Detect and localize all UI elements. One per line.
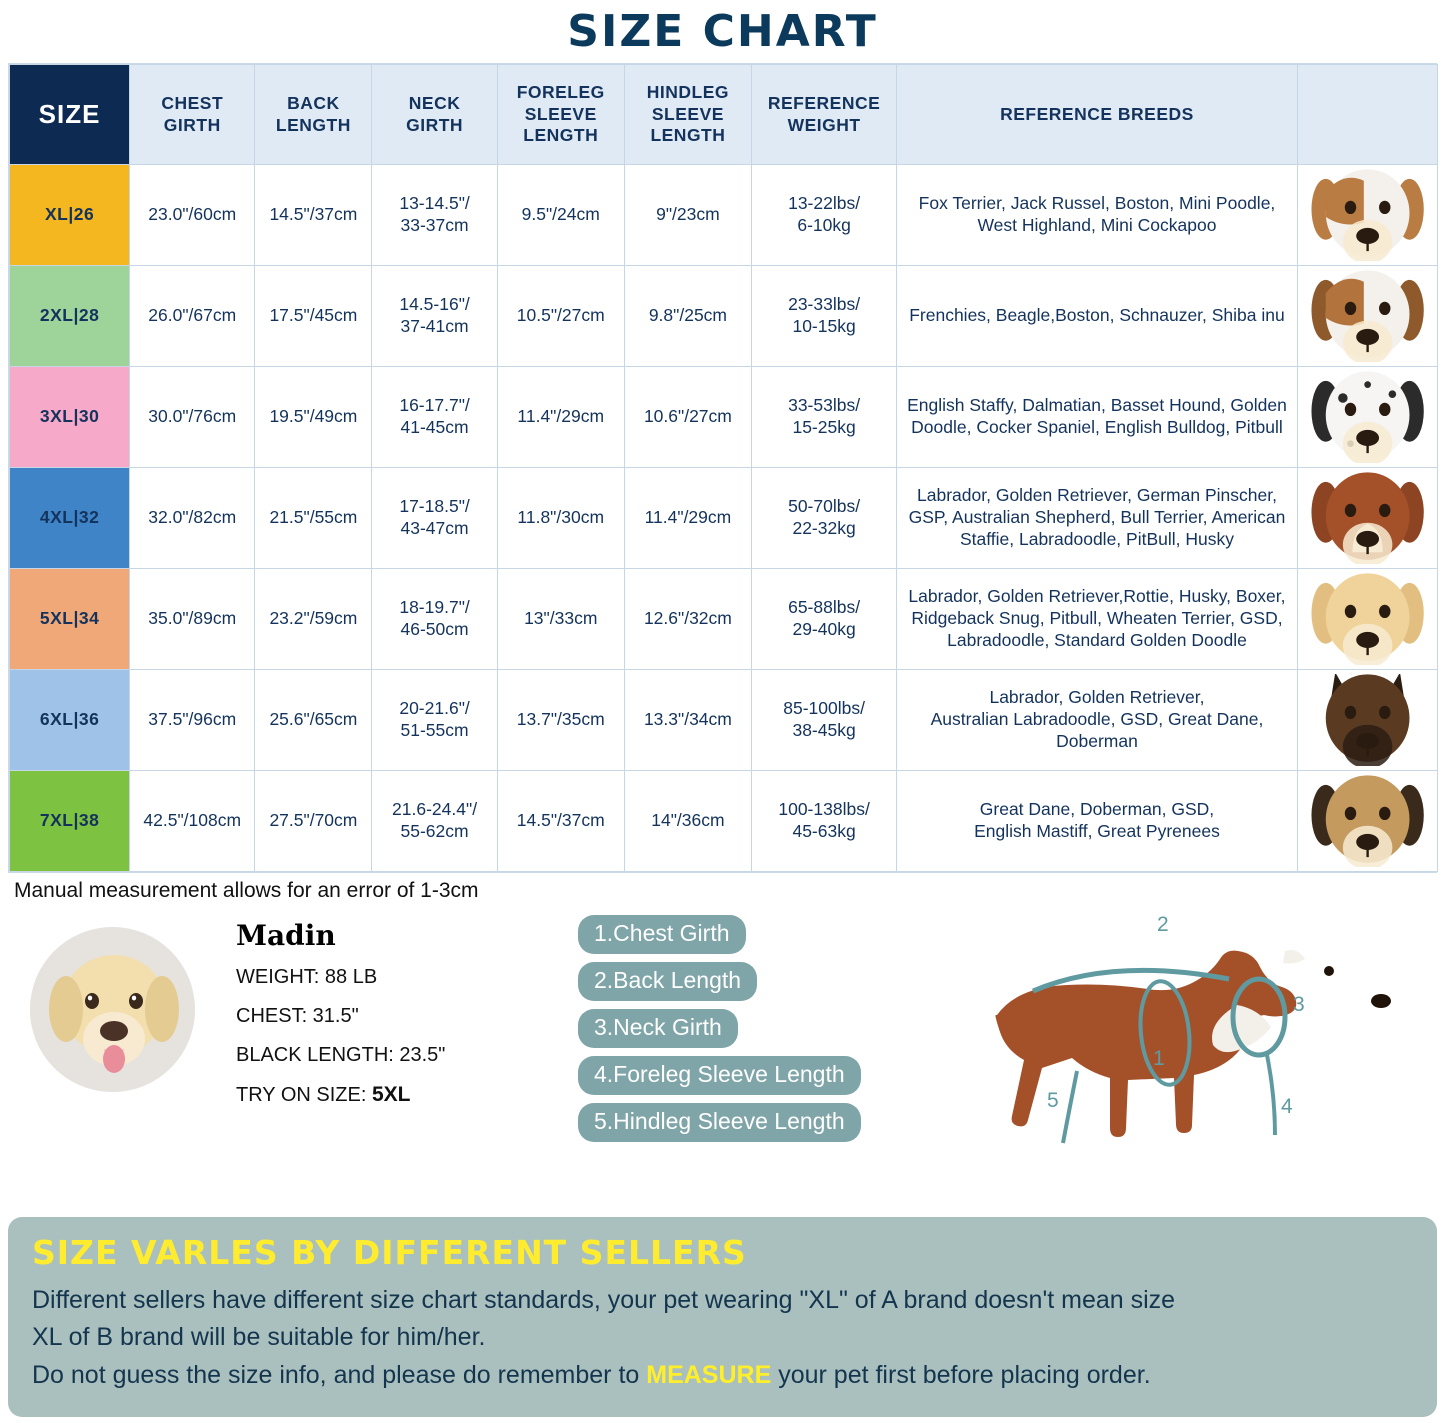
table-header-row [10, 65, 1438, 165]
cell-reference-weight: 50-70lbs/ 22-32kg [752, 468, 897, 569]
cell-size: 4XL|32 [10, 468, 130, 569]
profile-chest: CHEST: 31.5" [236, 1005, 359, 1027]
cell-reference-weight: 13-22lbs/ 6-10kg [752, 165, 897, 266]
cell-reference-weight: 65-88lbs/ 29-40kg [752, 569, 897, 670]
legend-item: 3.Neck Girth [578, 1009, 738, 1048]
column-header-hindleg-sleeve-length: HINDLEG SLEEVE LENGTH [624, 65, 751, 165]
cell-back-length: 19.5"/49cm [255, 367, 372, 468]
cell-back-length: 27.5"/70cm [255, 771, 372, 872]
cell-neck-girth: 14.5-16"/ 37-41cm [372, 266, 497, 367]
cell-neck-girth: 20-21.6"/ 51-55cm [372, 670, 497, 771]
banner-line-3b: your pet first before placing order. [771, 1360, 1151, 1389]
cell-breed-photo [1297, 468, 1437, 569]
diagram-marker-1: 1 [1153, 1047, 1165, 1070]
cell-reference-breeds: Great Dane, Doberman, GSD, English Mastiff, Great Pyrenees [897, 771, 1298, 872]
cell-reference-breeds: Frenchies, Beagle,Boston, Schnauzer, Shiba inu [897, 266, 1298, 367]
cell-breed-photo [1297, 569, 1437, 670]
column-header-reference-weight: REFERENCE WEIGHT [752, 65, 897, 165]
cell-reference-breeds: Labrador, Golden Retriever, Australian Labradoodle, GSD, Great Dane, Doberman [897, 670, 1298, 771]
cell-size: 7XL|38 [10, 771, 130, 872]
column-header-chest-girth: CHEST GIRTH [130, 65, 255, 165]
table-row [10, 367, 1438, 468]
cell-breed-photo [1297, 367, 1437, 468]
diagram-marker-4: 4 [1281, 1095, 1293, 1118]
cell-foreleg-sleeve-length: 10.5"/27cm [497, 266, 624, 367]
legend-row [578, 1056, 861, 1103]
cell-chest-girth: 35.0"/89cm [130, 569, 255, 670]
cell-breed-photo [1297, 771, 1437, 872]
yellow-labrador-photo [30, 927, 195, 1092]
cell-foreleg-sleeve-length: 14.5"/37cm [497, 771, 624, 872]
dog-measurement-diagram [937, 895, 1437, 1185]
cell-chest-girth: 23.0"/60cm [130, 165, 255, 266]
cell-neck-girth: 18-19.7"/ 46-50cm [372, 569, 497, 670]
cell-foreleg-sleeve-length: 9.5"/24cm [497, 165, 624, 266]
cell-foreleg-sleeve-length: 13.7"/35cm [497, 670, 624, 771]
cell-size: 6XL|36 [10, 670, 130, 771]
legend-row [578, 1009, 861, 1056]
diagram-marker-5: 5 [1047, 1089, 1059, 1112]
banner-line-3 [32, 1359, 1421, 1392]
column-header-size: SIZE [10, 65, 130, 165]
cell-reference-breeds: Fox Terrier, Jack Russel, Boston, Mini Poodle, West Highland, Mini Cockapoo [897, 165, 1298, 266]
column-header-foreleg-sleeve-length: FORELEG SLEEVE LENGTH [497, 65, 624, 165]
column-header-breed-photo [1297, 65, 1437, 165]
table-body [10, 165, 1438, 872]
table-row [10, 468, 1438, 569]
profile-try-on [236, 1083, 445, 1107]
cell-back-length: 21.5"/55cm [255, 468, 372, 569]
profile-weight: WEIGHT: 88 LB [236, 966, 378, 988]
legend-item: 4.Foreleg Sleeve Length [578, 1056, 861, 1095]
column-header-neck-girth: NECK GIRTH [372, 65, 497, 165]
profile-back-length: BLACK LENGTH: 23.5" [236, 1044, 446, 1066]
table-row [10, 266, 1438, 367]
cell-chest-girth: 30.0"/76cm [130, 367, 255, 468]
profile-and-legend-section [8, 905, 1437, 1180]
cell-breed-photo [1297, 266, 1437, 367]
cell-neck-girth: 16-17.7"/ 41-45cm [372, 367, 497, 468]
cell-hindleg-sleeve-length: 12.6"/32cm [624, 569, 751, 670]
cell-hindleg-sleeve-length: 10.6"/27cm [624, 367, 751, 468]
legend-row [578, 1103, 861, 1150]
cell-hindleg-sleeve-length: 14"/36cm [624, 771, 751, 872]
legend-item: 5.Hindleg Sleeve Length [578, 1103, 861, 1142]
measurement-note: Manual measurement allows for an error of 1-3cm [14, 879, 479, 902]
column-header-reference-breeds: REFERENCE BREEDS [897, 65, 1298, 165]
banner-line-3a: Do not guess the size info, and please do remember to [32, 1360, 647, 1389]
table-row [10, 771, 1438, 872]
size-chart-table-wrap [8, 63, 1437, 873]
cell-reference-weight: 23-33lbs/ 10-15kg [752, 266, 897, 367]
cell-reference-weight: 85-100lbs/ 38-45kg [752, 670, 897, 771]
legend-item: 2.Back Length [578, 962, 757, 1001]
table-row [10, 165, 1438, 266]
banner-heading: SIZE VARLES BY DIFFERENT SELLERS [32, 1233, 747, 1272]
cell-chest-girth: 37.5"/96cm [130, 670, 255, 771]
avatar [30, 927, 195, 1092]
size-chart-table [9, 64, 1438, 872]
column-header-back-length: BACK LENGTH [255, 65, 372, 165]
cell-reference-weight: 100-138lbs/ 45-63kg [752, 771, 897, 872]
legend-row [578, 915, 861, 962]
cell-size: 3XL|30 [10, 367, 130, 468]
cell-reference-breeds: English Staffy, Dalmatian, Basset Hound, Golden Doodle, Cocker Spaniel, English Bulldog, Pitbull [897, 367, 1298, 468]
banner-measure-highlight: MEASURE [646, 1360, 772, 1389]
measurement-legend [578, 915, 861, 1150]
cell-chest-girth: 32.0"/82cm [130, 468, 255, 569]
cell-back-length: 23.2"/59cm [255, 569, 372, 670]
cell-foreleg-sleeve-length: 11.4"/29cm [497, 367, 624, 468]
cell-neck-girth: 21.6-24.4"/ 55-62cm [372, 771, 497, 872]
try-on-value: 5XL [371, 1083, 411, 1106]
diagram-marker-2: 2 [1157, 913, 1169, 936]
cell-neck-girth: 13-14.5"/ 33-37cm [372, 165, 497, 266]
cell-breed-photo [1297, 165, 1437, 266]
cell-back-length: 14.5"/37cm [255, 165, 372, 266]
banner-line-2: XL of B brand will be suitable for him/her. [32, 1323, 486, 1352]
cell-chest-girth: 42.5"/108cm [130, 771, 255, 872]
profile-info [236, 919, 445, 1123]
try-on-label: TRY ON SIZE: [236, 1084, 367, 1106]
cell-size: 5XL|34 [10, 569, 130, 670]
banner-line-1: Different sellers have different size chart standards, your pet wearing "XL" of A brand doesn't mean size [32, 1286, 1176, 1314]
cell-neck-girth: 17-18.5"/ 43-47cm [372, 468, 497, 569]
size-varies-banner [8, 1217, 1437, 1417]
cell-hindleg-sleeve-length: 11.4"/29cm [624, 468, 751, 569]
diagram-marker-3: 3 [1293, 993, 1305, 1016]
cell-chest-girth: 26.0"/67cm [130, 266, 255, 367]
table-row [10, 670, 1438, 771]
cell-size: 2XL|28 [10, 266, 130, 367]
cell-size: XL|26 [10, 165, 130, 266]
page-title: SIZE CHART [567, 6, 878, 57]
cell-breed-photo [1297, 670, 1437, 771]
legend-item: 1.Chest Girth [578, 915, 746, 954]
cell-hindleg-sleeve-length: 13.3"/34cm [624, 670, 751, 771]
cell-foreleg-sleeve-length: 11.8"/30cm [497, 468, 624, 569]
cell-reference-weight: 33-53lbs/ 15-25kg [752, 367, 897, 468]
profile-name: Madin [236, 919, 336, 952]
cell-back-length: 17.5"/45cm [255, 266, 372, 367]
cell-back-length: 25.6"/65cm [255, 670, 372, 771]
cell-reference-breeds: Labrador, Golden Retriever, German Pinscher, GSP, Australian Shepherd, Bull Terrier, American Staffie, Labradoodle, PitBull, Husky [897, 468, 1298, 569]
cell-hindleg-sleeve-length: 9"/23cm [624, 165, 751, 266]
cell-hindleg-sleeve-length: 9.8"/25cm [624, 266, 751, 367]
legend-row [578, 962, 861, 1009]
cell-foreleg-sleeve-length: 13"/33cm [497, 569, 624, 670]
cell-reference-breeds: Labrador, Golden Retriever,Rottie, Husky, Boxer, Ridgeback Snug, Pitbull, Wheaten Terrier, GSD, Labradoodle, Standard Golden Doodle [897, 569, 1298, 670]
table-row [10, 569, 1438, 670]
